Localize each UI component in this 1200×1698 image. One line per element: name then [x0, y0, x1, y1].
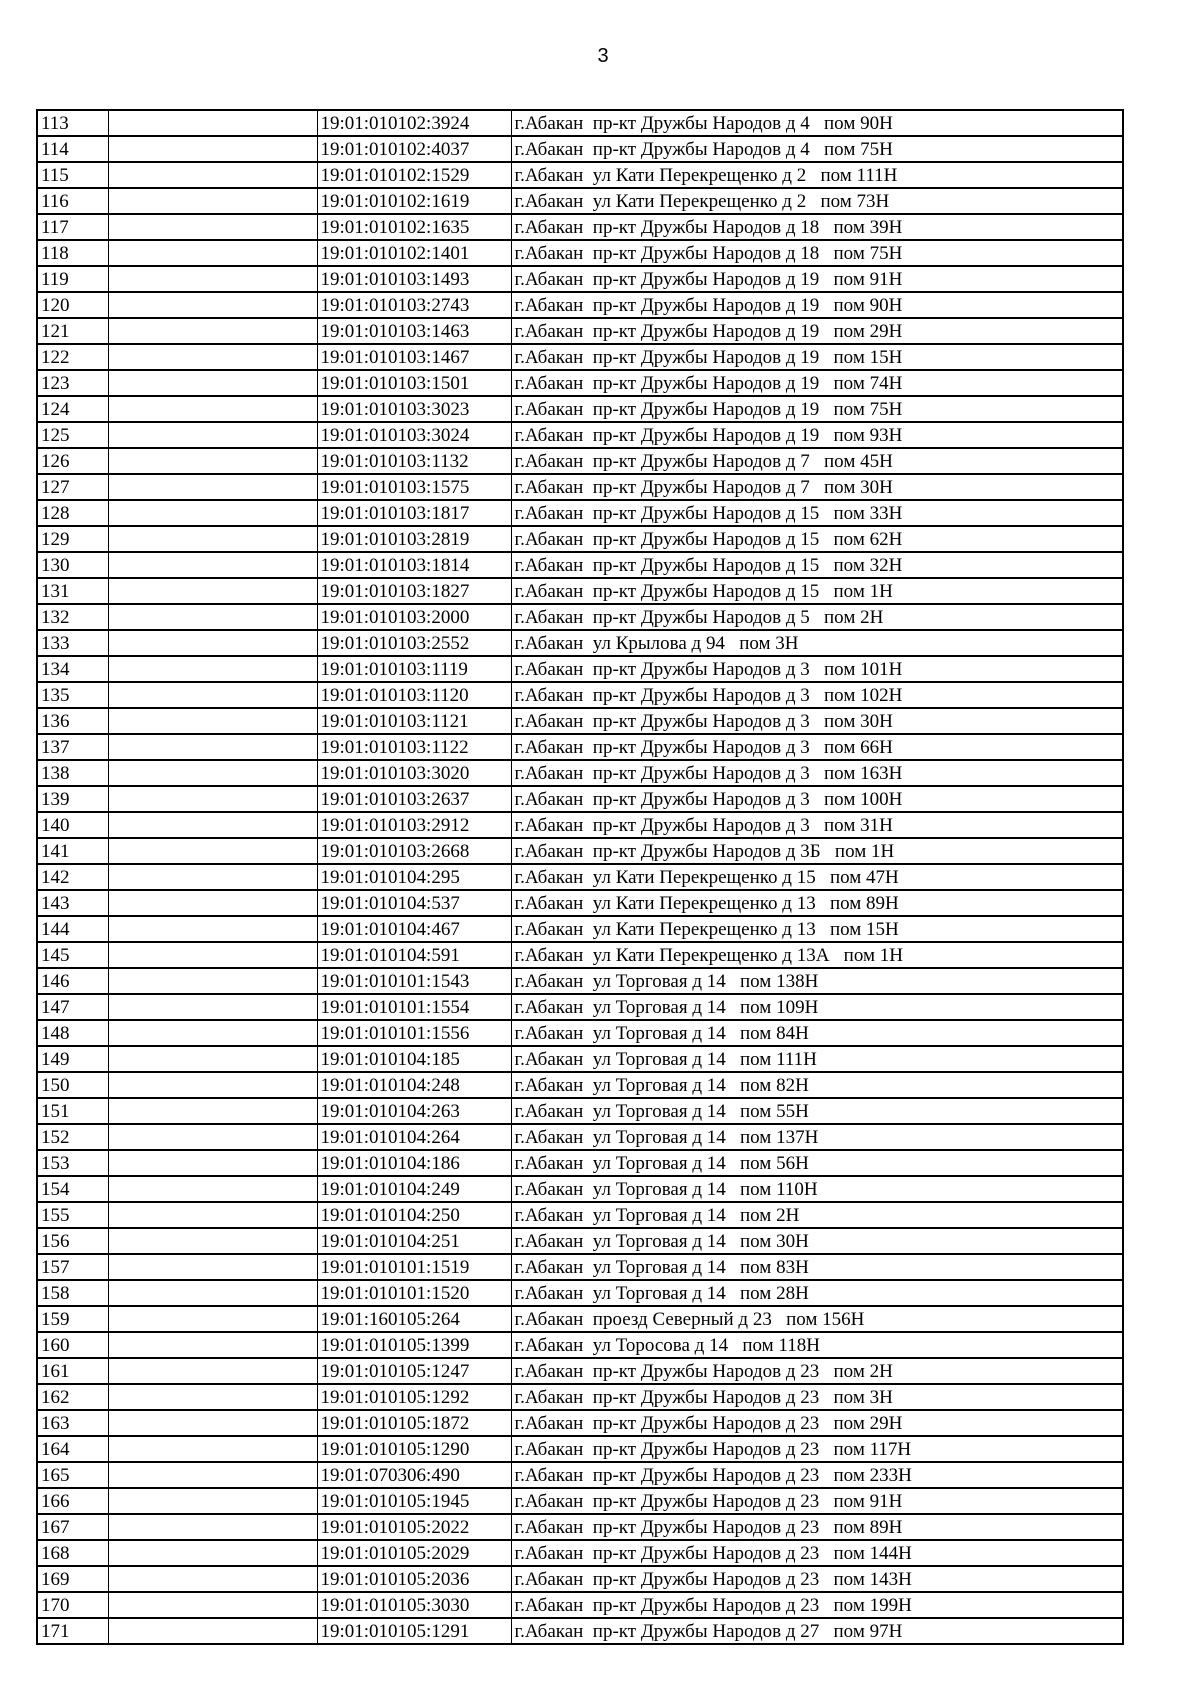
- address-cell: г.Абакан пр-кт Дружбы Народов д 19 пом 15Н: [511, 344, 1123, 370]
- cadastral-number-cell: 19:01:010104:591: [317, 942, 511, 968]
- address-cell: г.Абакан ул Торговая д 14 пом 30Н: [511, 1228, 1123, 1254]
- row-number-cell: 151: [37, 1098, 108, 1124]
- empty-cell: [108, 188, 317, 214]
- cadastral-number-cell: 19:01:010102:3924: [317, 110, 511, 136]
- row-number-cell: 125: [37, 422, 108, 448]
- table-row: [37, 266, 1123, 292]
- cadastral-number-cell: 19:01:010103:1493: [317, 266, 511, 292]
- address-cell: г.Абакан ул Кати Перекрещенко д 13 пом 15Н: [511, 916, 1123, 942]
- empty-cell: [108, 240, 317, 266]
- row-number-cell: 162: [37, 1384, 108, 1410]
- empty-cell: [108, 1176, 317, 1202]
- cadastral-number-cell: 19:01:010103:1132: [317, 448, 511, 474]
- address-cell: г.Абакан пр-кт Дружбы Народов д 19 пом 29Н: [511, 318, 1123, 344]
- table-row: [37, 1410, 1123, 1436]
- cadastral-number-cell: 19:01:010103:1119: [317, 656, 511, 682]
- address-cell: г.Абакан пр-кт Дружбы Народов д 27 пом 97Н: [511, 1618, 1123, 1644]
- row-number-cell: 150: [37, 1072, 108, 1098]
- address-cell: г.Абакан пр-кт Дружбы Народов д 3 пом 66Н: [511, 734, 1123, 760]
- table-row: [37, 1488, 1123, 1514]
- row-number-cell: 167: [37, 1514, 108, 1540]
- table-row: [37, 240, 1123, 266]
- table-row: [37, 1254, 1123, 1280]
- cadastral-number-cell: 19:01:010102:1401: [317, 240, 511, 266]
- cadastral-number-cell: 19:01:010105:1292: [317, 1384, 511, 1410]
- empty-cell: [108, 760, 317, 786]
- table-row: [37, 864, 1123, 890]
- cadastral-number-cell: 19:01:010103:2819: [317, 526, 511, 552]
- address-cell: г.Абакан пр-кт Дружбы Народов д 23 пом 29Н: [511, 1410, 1123, 1436]
- row-number-cell: 161: [37, 1358, 108, 1384]
- cadastral-number-cell: 19:01:010103:1501: [317, 370, 511, 396]
- empty-cell: [108, 630, 317, 656]
- row-number-cell: 164: [37, 1436, 108, 1462]
- empty-cell: [108, 890, 317, 916]
- address-cell: г.Абакан ул Торговая д 14 пом 56Н: [511, 1150, 1123, 1176]
- empty-cell: [108, 1488, 317, 1514]
- table-row: [37, 1202, 1123, 1228]
- row-number-cell: 171: [37, 1618, 108, 1644]
- address-cell: г.Абакан ул Торговая д 14 пом 82Н: [511, 1072, 1123, 1098]
- row-number-cell: 139: [37, 786, 108, 812]
- table-row: [37, 916, 1123, 942]
- empty-cell: [108, 370, 317, 396]
- address-cell: г.Абакан пр-кт Дружбы Народов д 7 пом 45Н: [511, 448, 1123, 474]
- empty-cell: [108, 1124, 317, 1150]
- empty-cell: [108, 344, 317, 370]
- address-cell: г.Абакан пр-кт Дружбы Народов д 23 пом 144Н: [511, 1540, 1123, 1566]
- row-number-cell: 158: [37, 1280, 108, 1306]
- cadastral-number-cell: 19:01:010103:2637: [317, 786, 511, 812]
- row-number-cell: 123: [37, 370, 108, 396]
- cadastral-number-cell: 19:01:010103:1814: [317, 552, 511, 578]
- empty-cell: [108, 1462, 317, 1488]
- address-cell: г.Абакан пр-кт Дружбы Народов д 19 пом 90Н: [511, 292, 1123, 318]
- address-cell: г.Абакан ул Торговая д 14 пом 83Н: [511, 1254, 1123, 1280]
- row-number-cell: 133: [37, 630, 108, 656]
- empty-cell: [108, 500, 317, 526]
- table-row: [37, 1358, 1123, 1384]
- table-row: [37, 1306, 1123, 1332]
- empty-cell: [108, 1020, 317, 1046]
- row-number-cell: 155: [37, 1202, 108, 1228]
- table-row: [37, 1098, 1123, 1124]
- address-cell: г.Абакан пр-кт Дружбы Народов д 23 пом 3Н: [511, 1384, 1123, 1410]
- address-cell: г.Абакан ул Торговая д 14 пом 111Н: [511, 1046, 1123, 1072]
- empty-cell: [108, 136, 317, 162]
- row-number-cell: 165: [37, 1462, 108, 1488]
- cadastral-number-cell: 19:01:010103:3024: [317, 422, 511, 448]
- address-cell: г.Абакан ул Торговая д 14 пом 55Н: [511, 1098, 1123, 1124]
- address-cell: г.Абакан ул Торговая д 14 пом 84Н: [511, 1020, 1123, 1046]
- empty-cell: [108, 734, 317, 760]
- row-number-cell: 163: [37, 1410, 108, 1436]
- table-row: [37, 994, 1123, 1020]
- table-row: [37, 890, 1123, 916]
- property-register-table: [36, 109, 1124, 1645]
- empty-cell: [108, 1566, 317, 1592]
- address-cell: г.Абакан ул Кати Перекрещенко д 2 пом 73Н: [511, 188, 1123, 214]
- row-number-cell: 135: [37, 682, 108, 708]
- address-cell: г.Абакан ул Кати Перекрещенко д 13 пом 89Н: [511, 890, 1123, 916]
- table-row: [37, 188, 1123, 214]
- table-row: [37, 318, 1123, 344]
- address-cell: г.Абакан пр-кт Дружбы Народов д 3 пом 163Н: [511, 760, 1123, 786]
- row-number-cell: 131: [37, 578, 108, 604]
- cadastral-number-cell: 19:01:010102:1619: [317, 188, 511, 214]
- row-number-cell: 152: [37, 1124, 108, 1150]
- cadastral-number-cell: 19:01:010103:2552: [317, 630, 511, 656]
- address-cell: г.Абакан пр-кт Дружбы Народов д 23 пом 117Н: [511, 1436, 1123, 1462]
- address-cell: г.Абакан пр-кт Дружбы Народов д 3 пом 31Н: [511, 812, 1123, 838]
- row-number-cell: 148: [37, 1020, 108, 1046]
- cadastral-number-cell: 19:01:010105:1291: [317, 1618, 511, 1644]
- address-cell: г.Абакан ул Торговая д 14 пом 109Н: [511, 994, 1123, 1020]
- empty-cell: [108, 552, 317, 578]
- row-number-cell: 168: [37, 1540, 108, 1566]
- empty-cell: [108, 214, 317, 240]
- address-cell: г.Абакан ул Торговая д 14 пом 110Н: [511, 1176, 1123, 1202]
- register-body: [37, 110, 1123, 1644]
- empty-cell: [108, 786, 317, 812]
- cadastral-number-cell: 19:01:010104:186: [317, 1150, 511, 1176]
- table-row: [37, 630, 1123, 656]
- address-cell: г.Абакан пр-кт Дружбы Народов д 7 пом 30Н: [511, 474, 1123, 500]
- table-row: [37, 344, 1123, 370]
- table-row: [37, 292, 1123, 318]
- row-number-cell: 127: [37, 474, 108, 500]
- table-row: [37, 1150, 1123, 1176]
- row-number-cell: 145: [37, 942, 108, 968]
- cadastral-number-cell: 19:01:010105:1290: [317, 1436, 511, 1462]
- empty-cell: [108, 318, 317, 344]
- empty-cell: [108, 1436, 317, 1462]
- empty-cell: [108, 1046, 317, 1072]
- table-row: [37, 708, 1123, 734]
- row-number-cell: 120: [37, 292, 108, 318]
- address-cell: г.Абакан ул Торговая д 14 пом 137Н: [511, 1124, 1123, 1150]
- cadastral-number-cell: 19:01:010101:1520: [317, 1280, 511, 1306]
- table-row: [37, 604, 1123, 630]
- table-row: [37, 578, 1123, 604]
- empty-cell: [108, 292, 317, 318]
- table-row: [37, 552, 1123, 578]
- empty-cell: [108, 1514, 317, 1540]
- address-cell: г.Абакан пр-кт Дружбы Народов д 23 пом 91Н: [511, 1488, 1123, 1514]
- cadastral-number-cell: 19:01:010104:248: [317, 1072, 511, 1098]
- cadastral-number-cell: 19:01:010104:295: [317, 864, 511, 890]
- cadastral-number-cell: 19:01:010103:1122: [317, 734, 511, 760]
- address-cell: г.Абакан пр-кт Дружбы Народов д 19 пом 75Н: [511, 396, 1123, 422]
- cadastral-number-cell: 19:01:010105:1399: [317, 1332, 511, 1358]
- address-cell: г.Абакан ул Торговая д 14 пом 138Н: [511, 968, 1123, 994]
- table-row: [37, 474, 1123, 500]
- cadastral-number-cell: 19:01:010103:1467: [317, 344, 511, 370]
- table-row: [37, 370, 1123, 396]
- address-cell: г.Абакан проезд Северный д 23 пом 156Н: [511, 1306, 1123, 1332]
- address-cell: г.Абакан пр-кт Дружбы Народов д 23 пом 143Н: [511, 1566, 1123, 1592]
- address-cell: г.Абакан ул Торговая д 14 пом 2Н: [511, 1202, 1123, 1228]
- empty-cell: [108, 838, 317, 864]
- cadastral-number-cell: 19:01:010105:2022: [317, 1514, 511, 1540]
- empty-cell: [108, 1358, 317, 1384]
- table-row: [37, 1280, 1123, 1306]
- row-number-cell: 126: [37, 448, 108, 474]
- table-row: [37, 1046, 1123, 1072]
- empty-cell: [108, 266, 317, 292]
- address-cell: г.Абакан пр-кт Дружбы Народов д 19 пом 93Н: [511, 422, 1123, 448]
- empty-cell: [108, 656, 317, 682]
- table-row: [37, 1592, 1123, 1618]
- empty-cell: [108, 1332, 317, 1358]
- empty-cell: [108, 474, 317, 500]
- address-cell: г.Абакан пр-кт Дружбы Народов д 3 пом 30Н: [511, 708, 1123, 734]
- table-row: [37, 162, 1123, 188]
- address-cell: г.Абакан пр-кт Дружбы Народов д 3Б пом 1Н: [511, 838, 1123, 864]
- address-cell: г.Абакан пр-кт Дружбы Народов д 18 пом 39Н: [511, 214, 1123, 240]
- empty-cell: [108, 1306, 317, 1332]
- empty-cell: [108, 1150, 317, 1176]
- cadastral-number-cell: 19:01:010103:3020: [317, 760, 511, 786]
- cadastral-number-cell: 19:01:010104:249: [317, 1176, 511, 1202]
- table-row: [37, 1514, 1123, 1540]
- cadastral-number-cell: 19:01:010104:251: [317, 1228, 511, 1254]
- empty-cell: [108, 1410, 317, 1436]
- cadastral-number-cell: 19:01:010104:185: [317, 1046, 511, 1072]
- address-cell: г.Абакан ул Кати Перекрещенко д 15 пом 47Н: [511, 864, 1123, 890]
- cadastral-number-cell: 19:01:010103:1817: [317, 500, 511, 526]
- empty-cell: [108, 448, 317, 474]
- row-number-cell: 124: [37, 396, 108, 422]
- empty-cell: [108, 916, 317, 942]
- empty-cell: [108, 110, 317, 136]
- table-row: [37, 500, 1123, 526]
- row-number-cell: 144: [37, 916, 108, 942]
- row-number-cell: 157: [37, 1254, 108, 1280]
- table-row: [37, 734, 1123, 760]
- row-number-cell: 114: [37, 136, 108, 162]
- row-number-cell: 130: [37, 552, 108, 578]
- table-row: [37, 1020, 1123, 1046]
- table-row: [37, 1124, 1123, 1150]
- cadastral-number-cell: 19:01:010105:3030: [317, 1592, 511, 1618]
- row-number-cell: 159: [37, 1306, 108, 1332]
- row-number-cell: 115: [37, 162, 108, 188]
- row-number-cell: 160: [37, 1332, 108, 1358]
- table-row: [37, 656, 1123, 682]
- table-row: [37, 1072, 1123, 1098]
- empty-cell: [108, 994, 317, 1020]
- empty-cell: [108, 968, 317, 994]
- cadastral-number-cell: 19:01:010103:1575: [317, 474, 511, 500]
- row-number-cell: 154: [37, 1176, 108, 1202]
- address-cell: г.Абакан пр-кт Дружбы Народов д 18 пом 75Н: [511, 240, 1123, 266]
- address-cell: г.Абакан пр-кт Дружбы Народов д 23 пом 199Н: [511, 1592, 1123, 1618]
- address-cell: г.Абакан ул Торосова д 14 пом 118Н: [511, 1332, 1123, 1358]
- table-row: [37, 812, 1123, 838]
- empty-cell: [108, 1072, 317, 1098]
- row-number-cell: 140: [37, 812, 108, 838]
- table-row: [37, 1540, 1123, 1566]
- row-number-cell: 122: [37, 344, 108, 370]
- empty-cell: [108, 708, 317, 734]
- table-row: [37, 1462, 1123, 1488]
- cadastral-number-cell: 19:01:010104:250: [317, 1202, 511, 1228]
- address-cell: г.Абакан ул Крылова д 94 пом 3Н: [511, 630, 1123, 656]
- empty-cell: [108, 162, 317, 188]
- address-cell: г.Абакан пр-кт Дружбы Народов д 15 пом 62Н: [511, 526, 1123, 552]
- address-cell: г.Абакан пр-кт Дружбы Народов д 15 пом 1Н: [511, 578, 1123, 604]
- table-row: [37, 838, 1123, 864]
- address-cell: г.Абакан пр-кт Дружбы Народов д 4 пом 75Н: [511, 136, 1123, 162]
- empty-cell: [108, 1098, 317, 1124]
- cadastral-number-cell: 19:01:010104:264: [317, 1124, 511, 1150]
- cadastral-number-cell: 19:01:010103:1827: [317, 578, 511, 604]
- row-number-cell: 138: [37, 760, 108, 786]
- address-cell: г.Абакан ул Кати Перекрещенко д 2 пом 111Н: [511, 162, 1123, 188]
- table-row: [37, 942, 1123, 968]
- row-number-cell: 153: [37, 1150, 108, 1176]
- row-number-cell: 156: [37, 1228, 108, 1254]
- address-cell: г.Абакан пр-кт Дружбы Народов д 15 пом 32Н: [511, 552, 1123, 578]
- cadastral-number-cell: 19:01:010103:1121: [317, 708, 511, 734]
- address-cell: г.Абакан пр-кт Дружбы Народов д 23 пом 2Н: [511, 1358, 1123, 1384]
- table-row: [37, 110, 1123, 136]
- address-cell: г.Абакан ул Кати Перекрещенко д 13А пом 1Н: [511, 942, 1123, 968]
- row-number-cell: 118: [37, 240, 108, 266]
- row-number-cell: 121: [37, 318, 108, 344]
- empty-cell: [108, 1202, 317, 1228]
- cadastral-number-cell: 19:01:010103:2743: [317, 292, 511, 318]
- table-row: [37, 1332, 1123, 1358]
- address-cell: г.Абакан пр-кт Дружбы Народов д 5 пом 2Н: [511, 604, 1123, 630]
- empty-cell: [108, 396, 317, 422]
- table-row: [37, 968, 1123, 994]
- cadastral-number-cell: 19:01:010105:1872: [317, 1410, 511, 1436]
- row-number-cell: 132: [37, 604, 108, 630]
- empty-cell: [108, 1228, 317, 1254]
- cadastral-number-cell: 19:01:010104:467: [317, 916, 511, 942]
- cadastral-number-cell: 19:01:010103:1120: [317, 682, 511, 708]
- empty-cell: [108, 1618, 317, 1644]
- cadastral-number-cell: 19:01:010102:4037: [317, 136, 511, 162]
- empty-cell: [108, 1280, 317, 1306]
- cadastral-number-cell: 19:01:010101:1554: [317, 994, 511, 1020]
- table-row: [37, 760, 1123, 786]
- empty-cell: [108, 942, 317, 968]
- row-number-cell: 113: [37, 110, 108, 136]
- row-number-cell: 169: [37, 1566, 108, 1592]
- empty-cell: [108, 578, 317, 604]
- empty-cell: [108, 1254, 317, 1280]
- table-row: [37, 1228, 1123, 1254]
- cadastral-number-cell: 19:01:010103:1463: [317, 318, 511, 344]
- page-number: 3: [597, 45, 609, 67]
- empty-cell: [108, 864, 317, 890]
- table-row: [37, 1618, 1123, 1644]
- address-cell: г.Абакан пр-кт Дружбы Народов д 4 пом 90Н: [511, 110, 1123, 136]
- row-number-cell: 116: [37, 188, 108, 214]
- address-cell: г.Абакан пр-кт Дружбы Народов д 3 пом 101Н: [511, 656, 1123, 682]
- cadastral-number-cell: 19:01:010105:1945: [317, 1488, 511, 1514]
- row-number-cell: 129: [37, 526, 108, 552]
- empty-cell: [108, 812, 317, 838]
- cadastral-number-cell: 19:01:010101:1543: [317, 968, 511, 994]
- table-row: [37, 1176, 1123, 1202]
- table-row: [37, 422, 1123, 448]
- table-row: [37, 526, 1123, 552]
- cadastral-number-cell: 19:01:070306:490: [317, 1462, 511, 1488]
- empty-cell: [108, 526, 317, 552]
- cadastral-number-cell: 19:01:010103:3023: [317, 396, 511, 422]
- address-cell: г.Абакан ул Торговая д 14 пом 28Н: [511, 1280, 1123, 1306]
- row-number-cell: 137: [37, 734, 108, 760]
- cadastral-number-cell: 19:01:010104:537: [317, 890, 511, 916]
- table-row: [37, 136, 1123, 162]
- table-row: [37, 448, 1123, 474]
- table-row: [37, 1436, 1123, 1462]
- table-row: [37, 786, 1123, 812]
- cadastral-number-cell: 19:01:010101:1519: [317, 1254, 511, 1280]
- row-number-cell: 170: [37, 1592, 108, 1618]
- cadastral-number-cell: 19:01:010101:1556: [317, 1020, 511, 1046]
- address-cell: г.Абакан пр-кт Дружбы Народов д 19 пом 74Н: [511, 370, 1123, 396]
- row-number-cell: 149: [37, 1046, 108, 1072]
- empty-cell: [108, 682, 317, 708]
- address-cell: г.Абакан пр-кт Дружбы Народов д 15 пом 33Н: [511, 500, 1123, 526]
- cadastral-number-cell: 19:01:010103:2000: [317, 604, 511, 630]
- cadastral-number-cell: 19:01:010104:263: [317, 1098, 511, 1124]
- row-number-cell: 128: [37, 500, 108, 526]
- table-row: [37, 214, 1123, 240]
- cadastral-number-cell: 19:01:010103:2668: [317, 838, 511, 864]
- table-row: [37, 1384, 1123, 1410]
- row-number-cell: 117: [37, 214, 108, 240]
- cadastral-number-cell: 19:01:010103:2912: [317, 812, 511, 838]
- address-cell: г.Абакан пр-кт Дружбы Народов д 23 пом 89Н: [511, 1514, 1123, 1540]
- address-cell: г.Абакан пр-кт Дружбы Народов д 3 пом 102Н: [511, 682, 1123, 708]
- row-number-cell: 141: [37, 838, 108, 864]
- empty-cell: [108, 1384, 317, 1410]
- empty-cell: [108, 1540, 317, 1566]
- table-row: [37, 1566, 1123, 1592]
- table-row: [37, 682, 1123, 708]
- address-cell: г.Абакан пр-кт Дружбы Народов д 23 пом 233Н: [511, 1462, 1123, 1488]
- row-number-cell: 143: [37, 890, 108, 916]
- address-cell: г.Абакан пр-кт Дружбы Народов д 3 пом 100Н: [511, 786, 1123, 812]
- empty-cell: [108, 422, 317, 448]
- cadastral-number-cell: 19:01:010102:1635: [317, 214, 511, 240]
- cadastral-number-cell: 19:01:010105:2036: [317, 1566, 511, 1592]
- row-number-cell: 119: [37, 266, 108, 292]
- row-number-cell: 136: [37, 708, 108, 734]
- row-number-cell: 147: [37, 994, 108, 1020]
- empty-cell: [108, 1592, 317, 1618]
- cadastral-number-cell: 19:01:010102:1529: [317, 162, 511, 188]
- row-number-cell: 146: [37, 968, 108, 994]
- cadastral-number-cell: 19:01:160105:264: [317, 1306, 511, 1332]
- row-number-cell: 142: [37, 864, 108, 890]
- cadastral-number-cell: 19:01:010105:1247: [317, 1358, 511, 1384]
- empty-cell: [108, 604, 317, 630]
- row-number-cell: 166: [37, 1488, 108, 1514]
- cadastral-number-cell: 19:01:010105:2029: [317, 1540, 511, 1566]
- table-row: [37, 396, 1123, 422]
- address-cell: г.Абакан пр-кт Дружбы Народов д 19 пом 91Н: [511, 266, 1123, 292]
- row-number-cell: 134: [37, 656, 108, 682]
